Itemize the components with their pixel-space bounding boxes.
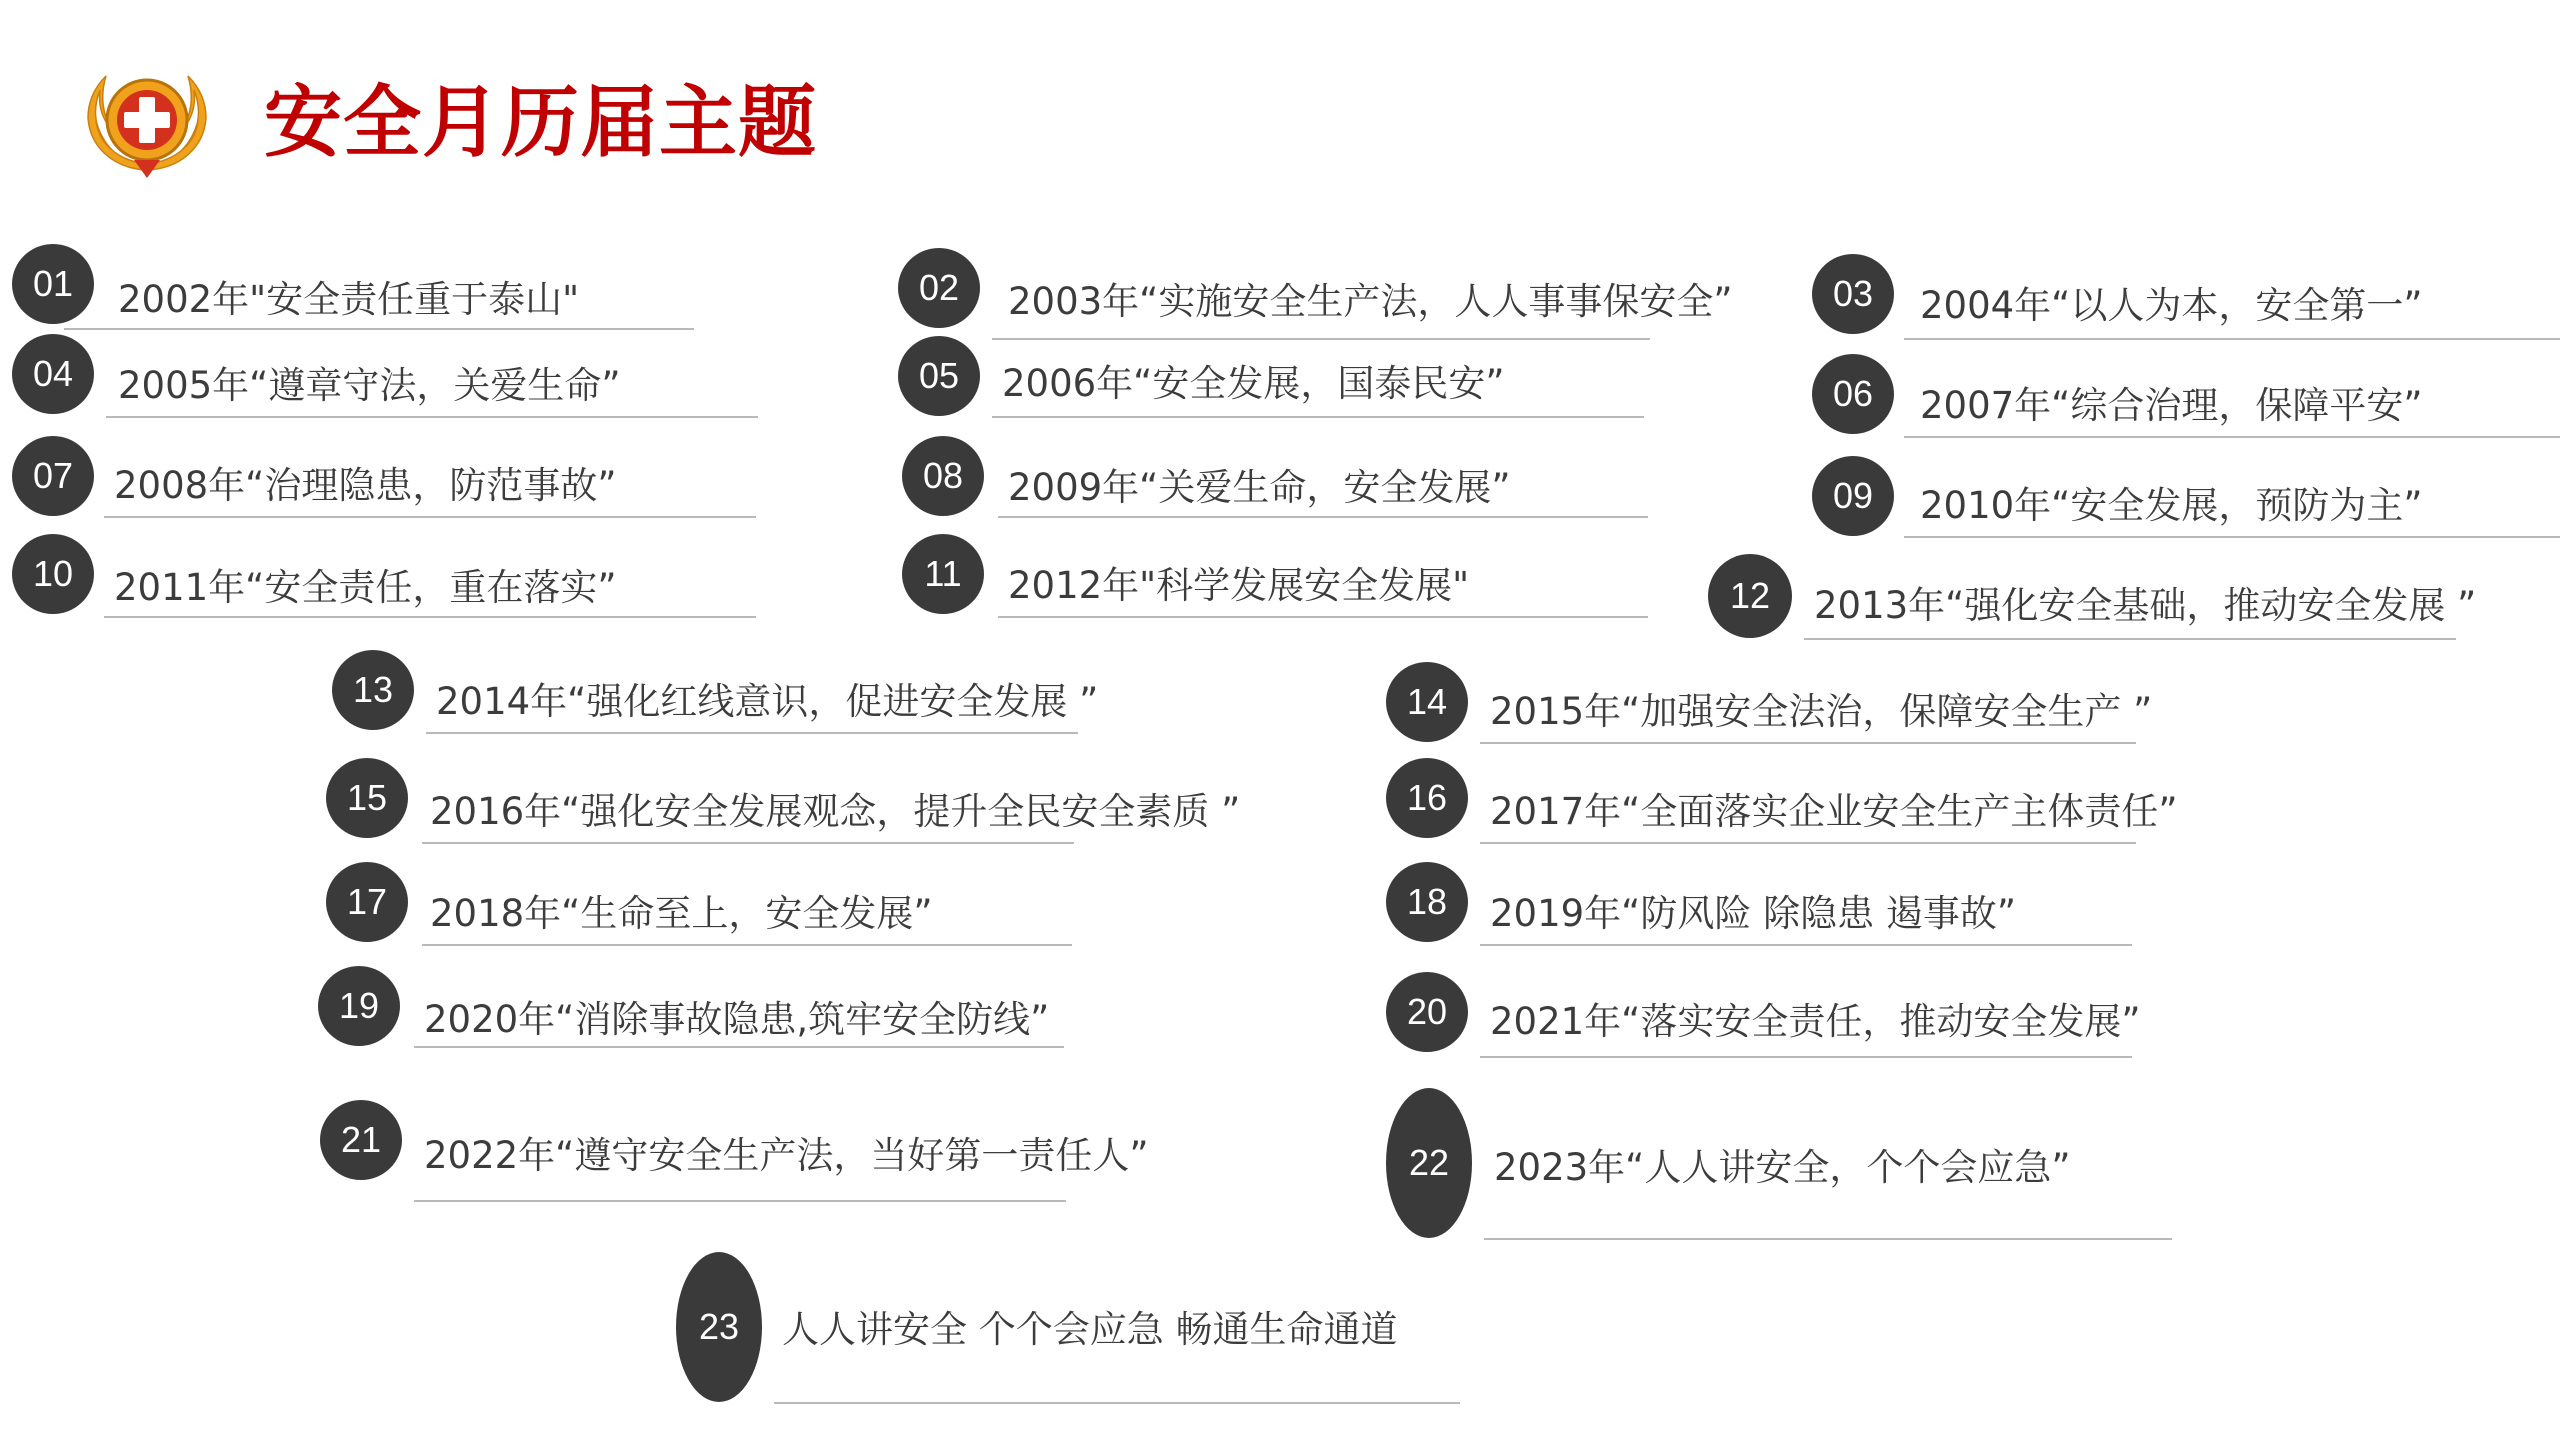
theme-text: 2006年“安全发展，国泰民安”: [1002, 362, 1505, 405]
theme-text: 2003年“实施安全生产法，人人事事保安全”: [1008, 280, 1733, 323]
theme-underline: [1804, 638, 2456, 640]
theme-underline: [1904, 338, 2560, 340]
theme-underline: [774, 1402, 1460, 1404]
theme-underline: [104, 516, 756, 518]
theme-number-badge: 04: [12, 334, 94, 414]
theme-underline: [998, 516, 1648, 518]
theme-underline: [1480, 842, 2136, 844]
theme-number-badge: 14: [1386, 662, 1468, 742]
theme-text: 人人讲安全 个个会应急 畅通生命通道: [782, 1308, 1398, 1351]
theme-number-badge: 08: [902, 436, 984, 516]
theme-number-badge: 03: [1812, 254, 1894, 334]
theme-number-badge: 12: [1708, 554, 1792, 638]
theme-underline: [426, 732, 1078, 734]
theme-text: 2007年“综合治理，保障平安”: [1920, 384, 2423, 427]
theme-number-badge: 06: [1812, 354, 1894, 434]
theme-number-badge: 21: [320, 1100, 402, 1180]
theme-number-badge: 09: [1812, 456, 1894, 536]
theme-text: 2015年“加强安全法治，保障安全生产 ”: [1490, 690, 2153, 733]
theme-text: 2008年“治理隐患，防范事故”: [114, 464, 617, 507]
theme-text: 2020年“消除事故隐患,筑牢安全防线”: [424, 998, 1050, 1041]
theme-text: 2010年“安全发展，预防为主”: [1920, 484, 2423, 527]
theme-number-badge: 01: [12, 244, 94, 324]
theme-underline: [1480, 742, 2136, 744]
theme-underline: [64, 328, 694, 330]
theme-number-badge: 15: [326, 758, 408, 838]
theme-text: 2011年“安全责任，重在落实”: [114, 566, 617, 609]
theme-text: 2005年“遵章守法，关爱生命”: [118, 364, 621, 407]
theme-text: 2014年“强化红线意识，促进安全发展 ”: [436, 680, 1099, 723]
theme-text: 2012年"科学发展安全发展": [1008, 564, 1470, 607]
theme-number-badge: 19: [318, 966, 400, 1046]
theme-underline: [422, 944, 1072, 946]
theme-number-badge: 17: [326, 862, 408, 942]
theme-underline: [998, 616, 1648, 618]
theme-number-badge: 11: [902, 534, 984, 614]
theme-underline: [1904, 436, 2560, 438]
theme-number-badge: 20: [1386, 972, 1468, 1052]
safety-cross-wreath-logo: [82, 60, 212, 186]
theme-text: 2017年“全面落实企业安全生产主体责任”: [1490, 790, 2178, 833]
theme-text: 2013年“强化安全基础，推动安全发展 ”: [1814, 584, 2477, 627]
theme-underline: [992, 338, 1650, 340]
theme-underline: [104, 616, 756, 618]
theme-underline: [1484, 1238, 2172, 1240]
theme-number-badge: 05: [898, 336, 980, 416]
theme-underline: [1480, 944, 2132, 946]
theme-underline: [422, 842, 1074, 844]
theme-number-badge: 13: [332, 650, 414, 730]
theme-number-badge: 16: [1386, 758, 1468, 838]
theme-underline: [1480, 1056, 2132, 1058]
theme-text: 2009年“关爱生命，安全发展”: [1008, 466, 1511, 509]
theme-number-badge: 22: [1386, 1088, 1472, 1238]
theme-text: 2002年"安全责任重于泰山": [118, 278, 580, 321]
theme-number-badge: 07: [12, 436, 94, 516]
theme-underline: [414, 1200, 1066, 1202]
theme-text: 2004年“以人为本，安全第一”: [1920, 284, 2423, 327]
theme-underline: [106, 416, 758, 418]
theme-text: 2016年“强化安全发展观念，提升全民安全素质 ”: [430, 790, 1241, 833]
theme-number-badge: 18: [1386, 862, 1468, 942]
theme-underline: [1904, 536, 2560, 538]
theme-text: 2023年“人人讲安全，个个会应急”: [1494, 1146, 2071, 1189]
theme-text: 2022年“遵守安全生产法，当好第一责任人”: [424, 1134, 1149, 1177]
theme-text: 2019年“防风险 除隐患 遏事故”: [1490, 892, 2017, 935]
theme-number-badge: 10: [12, 534, 94, 614]
theme-underline: [992, 416, 1644, 418]
theme-number-badge: 02: [898, 248, 980, 328]
theme-text: 2021年“落实安全责任，推动安全发展”: [1490, 1000, 2141, 1043]
theme-text: 2018年“生命至上，安全发展”: [430, 892, 933, 935]
theme-underline: [414, 1046, 1064, 1048]
page-title: 安全月历届主题: [264, 78, 818, 168]
theme-number-badge: 23: [676, 1252, 762, 1402]
